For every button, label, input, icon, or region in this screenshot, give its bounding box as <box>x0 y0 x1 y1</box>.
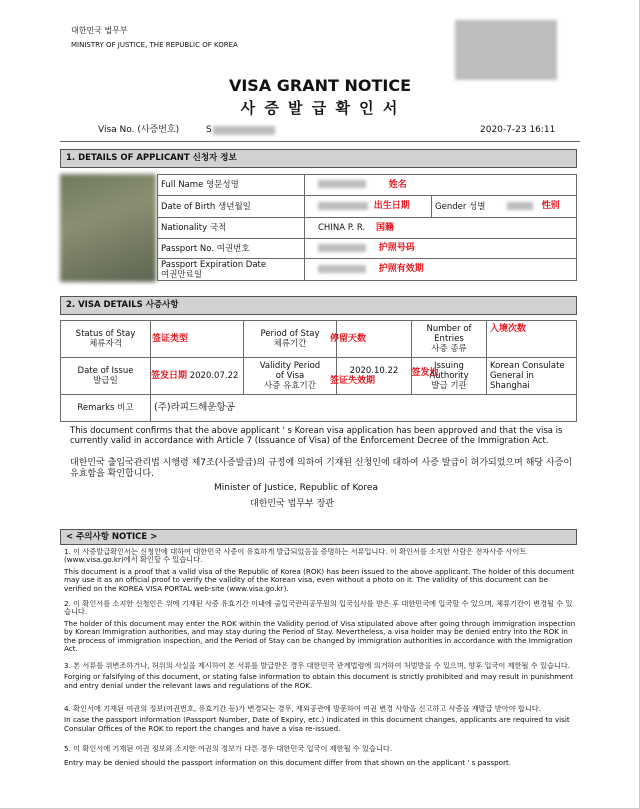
title-english: VISA GRANT NOTICE <box>228 76 412 95</box>
issue-label <box>61 358 151 395</box>
visa-section-title: 2. VISA DETAILS 사증사항 <box>60 296 577 315</box>
redacted-passport-exp <box>318 265 366 273</box>
validity-value: 2020.10.22 <box>349 365 399 376</box>
full-name-label: Full Name 영문성명 <box>158 175 305 196</box>
period-label <box>244 321 337 358</box>
notice-item-3-en: Forging or falsifying of this document, or stating false information to obtain this document is strictly prohibited and may result in punishment and entry denial under the relevant laws and regulations of the ROK. <box>64 672 574 690</box>
passport-exp-note: 护照有效期 <box>378 264 424 274</box>
redacted-barcode <box>455 20 557 80</box>
notice-item-5-en: Entry may be denied should the passport information on this document differ from that shown on the applicant ' s passport. <box>64 758 512 768</box>
full-name-value <box>305 175 577 196</box>
notice-item-1-en: This document is a proof that a valid visa of the Republic of Korea (ROK) has been issued to the above applicant. The holder of this document may use it as an official proof to verify the validity of the Korean visa, even without a photo on it. The validity of this document can be verified on the KOREA VISA PORTAL web-site (www.visa.go.kr). <box>64 566 575 593</box>
validity-value-cell <box>330 358 412 395</box>
validity-label-ko: 사증 유효기간 <box>264 381 316 391</box>
validity-label-en1: Validity Period <box>259 361 321 371</box>
header-divider <box>60 141 580 142</box>
redacted-visa-no <box>213 126 275 135</box>
nationality-note: 国籍 <box>375 222 394 233</box>
authority-label-en2: Authority <box>429 371 469 381</box>
gender-note: 性别 <box>541 201 560 211</box>
entries-value <box>487 321 577 358</box>
period-value <box>330 321 412 358</box>
visa-table <box>60 320 577 422</box>
notice-item-1-ko: 1. 이 사증발급확인서는 신청인에 대하여 대한민국 사증이 유효하게 발급되었음을 증명하는 서류입니다. 이 확인서를 소지한 사람은 전자사증 사이트(www.visa.go.kr)에서 확인할 수 있습니다. <box>64 548 527 565</box>
notice-item-4-en: In case the passport information (Passport Number, Date of Expiry, etc.) indicated in this document changes, applicants are required to visit Consular Offices of the ROK to report the changes and have a visa re-issued. <box>64 715 570 733</box>
notice-item-4-ko: 4. 확인서에 기재된 여권의 정보(여권번호, 유효기간 등)가 변경되는 경우, 재외공관에 방문하여 여권 변경 사항을 신고하고 사증을 재발급 받아야 합니다. <box>64 705 542 713</box>
notice-title: < 주의사항 NOTICE > <box>60 529 577 545</box>
signer-english: Minister of Justice, Republic of Korea <box>214 483 378 493</box>
passport-exp-label-ko: 여권만료일 <box>161 269 203 280</box>
issue-label-ko: 발급일 <box>93 376 118 386</box>
nationality-label: Nationality 국적 <box>158 218 305 239</box>
notice-item-2-ko: 2. 이 확인서를 소지한 신청인은 위에 기재된 사증 유효기간 이내에 출입국관리공무원의 입국심사를 받은 후 대한민국에 입국할 수 있으며, 체류기간이 변경될 수 있습니다. <box>64 600 573 617</box>
redacted-dob <box>318 202 368 210</box>
notice-item-3-ko: 3. 본 서류를 위변조하거나, 허위의 사실을 제시하여 본 서류를 발급받은 경우 대한민국 관계법령에 의거하여 처벌받을 수 있으며, 향후 입국이 제한될 수 있습니다. <box>64 662 571 670</box>
nationality-value: CHINA P. R. <box>318 222 366 233</box>
issue-value-cell <box>151 358 244 395</box>
period-note: 停留天数 <box>330 333 367 344</box>
validity-label <box>244 358 337 395</box>
authority-value: Korean Consulate General in Shanghai <box>490 361 565 391</box>
ministry-english: MINISTRY OF JUSTICE, THE REPUBLIC OF KOREA <box>71 41 238 49</box>
entries-note: 入境次数 <box>490 323 527 334</box>
statement-korean: 대한민국 출입국관리법 시행령 제7조(사증발급)의 규정에 의하여 기재된 신청인에 대하여 사증 발급이 허가되었으며 해당 사증이 유효함을 확인합니다. <box>70 458 573 479</box>
issue-value: 2020.07.22 <box>189 370 239 381</box>
entries-label-ko: 사증 종류 <box>431 344 467 354</box>
gender-value <box>500 196 577 218</box>
title-korean: 사 증 발 급 확 인 서 <box>240 99 400 117</box>
period-label-ko: 체류기간 <box>273 339 307 349</box>
visa-no-label: Visa No. (사증번호) <box>98 125 180 135</box>
status-label-ko: 체류자격 <box>89 339 122 349</box>
redacted-gender <box>507 202 533 210</box>
status-note: 签证类型 <box>152 333 189 344</box>
remarks-label: Remarks 비고 <box>61 395 151 422</box>
passport-no-value <box>305 239 577 259</box>
issue-label-en: Date of Issue <box>77 366 134 376</box>
applicant-table <box>157 174 577 281</box>
status-label <box>61 321 151 358</box>
status-label-en: Status of Stay <box>75 329 136 339</box>
entries-label-en1: Number of <box>426 324 472 334</box>
authority-label-ko: 발급 기관 <box>431 381 467 391</box>
passport-no-note: 护照号码 <box>378 243 415 253</box>
issue-note: 签发日期 <box>151 370 188 381</box>
redacted-passport-no <box>318 244 366 252</box>
notice-item-3 <box>64 662 576 705</box>
status-value <box>151 321 244 358</box>
redacted-name <box>318 180 366 188</box>
notice-item-5 <box>64 745 576 775</box>
entries-label <box>412 321 487 358</box>
dob-label: Date of Birth 생년월일 <box>158 196 305 218</box>
validity-note: 签证失效期 <box>330 375 376 386</box>
period-label-en: Period of Stay <box>260 329 320 339</box>
visa-no-value: S <box>206 125 212 135</box>
passport-exp-label <box>158 259 305 281</box>
validity-label-en2: of Visa <box>275 371 305 381</box>
passport-exp-value <box>305 259 577 281</box>
gender-label: Gender 성별 <box>432 196 501 218</box>
issue-datetime: 2020-7-23 16:11 <box>480 125 556 135</box>
applicant-section-title: 1. DETAILS OF APPLICANT 신청자 정보 <box>60 149 577 168</box>
passport-no-label: Passport No. 여권번호 <box>158 239 305 259</box>
entries-label-en2: Entries <box>434 334 464 344</box>
signer-korean: 대한민국 법무부 장관 <box>250 499 334 509</box>
notice-item-1 <box>64 548 576 600</box>
notice-item-5-ko: 5. 이 확인서에 기재된 여권 정보와 소지한 여권의 정보가 다른 경우 대한민국 입국이 제한될 수 있습니다. <box>64 745 393 753</box>
passport-exp-label-en: Passport Expiration Date <box>161 259 267 270</box>
dob-value <box>305 196 432 218</box>
statement-english: This document confirms that the above applicant ' s Korean visa application has been approved and that the visa is currently valid in accordance with Article 7 (Issuance of Visa) of the Enforcement Decree of the Immigration Act. <box>70 426 563 446</box>
applicant-photo <box>60 174 156 282</box>
nationality-value-cell <box>305 218 577 239</box>
dob-note: 出生日期 <box>373 201 410 211</box>
ministry-korean: 대한민국 법무부 <box>71 26 128 35</box>
remarks-value: (주)라피드해운항공 <box>151 395 577 422</box>
notice-list <box>64 548 576 775</box>
notice-item-2-en: The holder of this document may enter the ROK within the Validity period of Visa stipulated above after going through immigration inspection by Korean Immigration authorities, and may stay during the Period of Stay. Nevertheless, a visa holder may be denied entry into the ROK in the process of immigration inspection, and the Period of Stay can be changed by immigration authorities in accordance with the Immigration Act. <box>64 618 576 654</box>
notice-item-4 <box>64 705 576 745</box>
notice-item-2 <box>64 600 576 662</box>
authority-label-en1: Issuing <box>434 361 464 371</box>
full-name-note: 姓名 <box>388 179 407 190</box>
authority-note: 签发地 <box>411 367 439 378</box>
